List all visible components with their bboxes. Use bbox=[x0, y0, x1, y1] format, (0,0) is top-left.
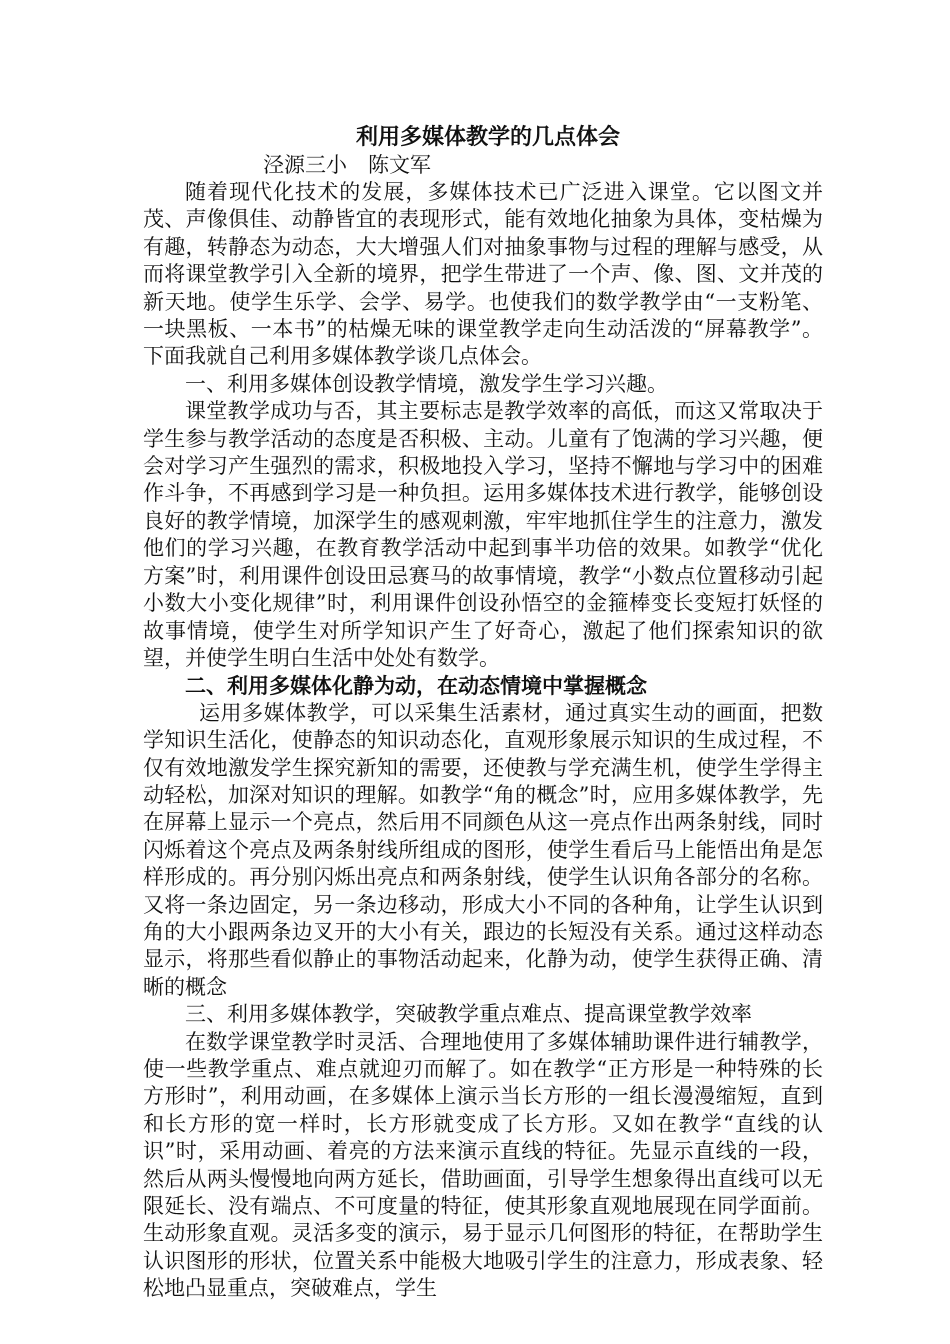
section-heading-2: 二、利用多媒体化静为动，在动态情境中掌握概念 bbox=[185, 673, 647, 699]
intro-paragraph: 随着现代化技术的发展，多媒体技术已广泛进入课堂。它以图文并茂、声像俱佳、动静皆宜的表现形式，能有效地化抽象为具体，变枯燥为有趣，转静态为动态，大大增强人们对抽象事物与过程的理解与感受，从而将课堂教学引入全新的境界，把学生带进了一个声、像、图、文并茂的新天地。使学生乐学、会学、易学。也使我们的数学教学由“一支粉笔、一块黑板、一本书”的枯燥无味的课堂教学走向生动活泼的“屏幕教学”。下面我就自己利用多媒体教学谈几点体会。 bbox=[143, 180, 823, 369]
section-heading-1: 一、利用多媒体创设教学情境，激发学生学习兴趣。 bbox=[185, 371, 668, 396]
section-1-paragraph: 课堂教学成功与否，其主要标志是教学效率的高低，而这又常取决于学生参与教学活动的态度是否积极、主动。儿童有了饱满的学习兴趣，便会对学习产生强烈的需求，积极地投入学习，坚持不懈地与学习中的困难作斗争，不再感到学习是一种负担。运用多媒体技术进行教学，能够创设良好的教学情境，加深学生的感观刺激，牢牢地抓住学生的注意力，激发他们的学习兴趣，在教育教学活动中起到事半功倍的效果。如教学“优化方案”时，利用课件创设田忌赛马的故事情境，教学“小数点位置移动引起小数大小变化规律”时，利用课件创设孙悟空的金箍棒变长变短打妖怪的故事情境，使学生对所学知识产生了好奇心，激起了他们探索知识的欲望，并使学生明白生活中处处有数学。 bbox=[143, 399, 823, 670]
document-title: 利用多媒体教学的几点体会 bbox=[355, 124, 620, 150]
section-heading-3: 三、利用多媒体教学，突破教学重点难点、提高课堂教学效率 bbox=[185, 1002, 752, 1027]
section-3-paragraph: 在数学课堂教学时灵活、合理地使用了多媒体辅助课件进行辅教学，使一些教学重点、难点就迎刃而解了。如在教学“正方形是一种特殊的长方形时”，利用动画，在多媒体上演示当长方形的一组长漫漫缩短，直到和长方形的宽一样时，长方形就变成了长方形。又如在教学“直线的认识”时，采用动画、着亮的方法来演示直线的特征。先显示直线的一段，然后从两头慢慢地向两方延长，借助画面，引导学生想象得出直线可以无限延长、没有端点、不可度量的特征，使其形象直观地展现在同学面前。生动形象直观。灵活多变的演示，易于显示几何图形的特征，在帮助学生认识图形的形状，位置关系中能极大地吸引学生的注意力，形成表象、轻松地凸显重点，突破难点，学生 bbox=[143, 1029, 823, 1301]
document-author: 泾源三小 陈文军 bbox=[263, 153, 431, 177]
section-2-paragraph: 运用多媒体教学，可以采集生活素材，通过真实生动的画面，把数学知识生活化，使静态的知识动态化，直观形象展示知识的生成过程，不仅有效地激发学生探究新知的需要，还使教与学充满生机，使学生学得主动轻松，加深对知识的理解。如教学“角的概念”时，应用多媒体教学，先在屏幕上显示一个亮点，然后用不同颜色从这一亮点作出两条射线，同时闪烁着这个亮点及两条射线所组成的图形，使学生看后马上能悟出角是怎样形成的。再分别闪烁出亮点和两条射线，使学生认识角各部分的名称。又将一条边固定，另一条边移动，形成大小不同的各种角，让学生认识到角的大小跟两条边叉开的大小有关，跟边的长短没有关系。通过这样动态显示，将那些看似静止的事物活动起来，化静为动，使学生获得正确、清晰的概念 bbox=[143, 700, 823, 999]
document-body bbox=[143, 122, 823, 1303]
